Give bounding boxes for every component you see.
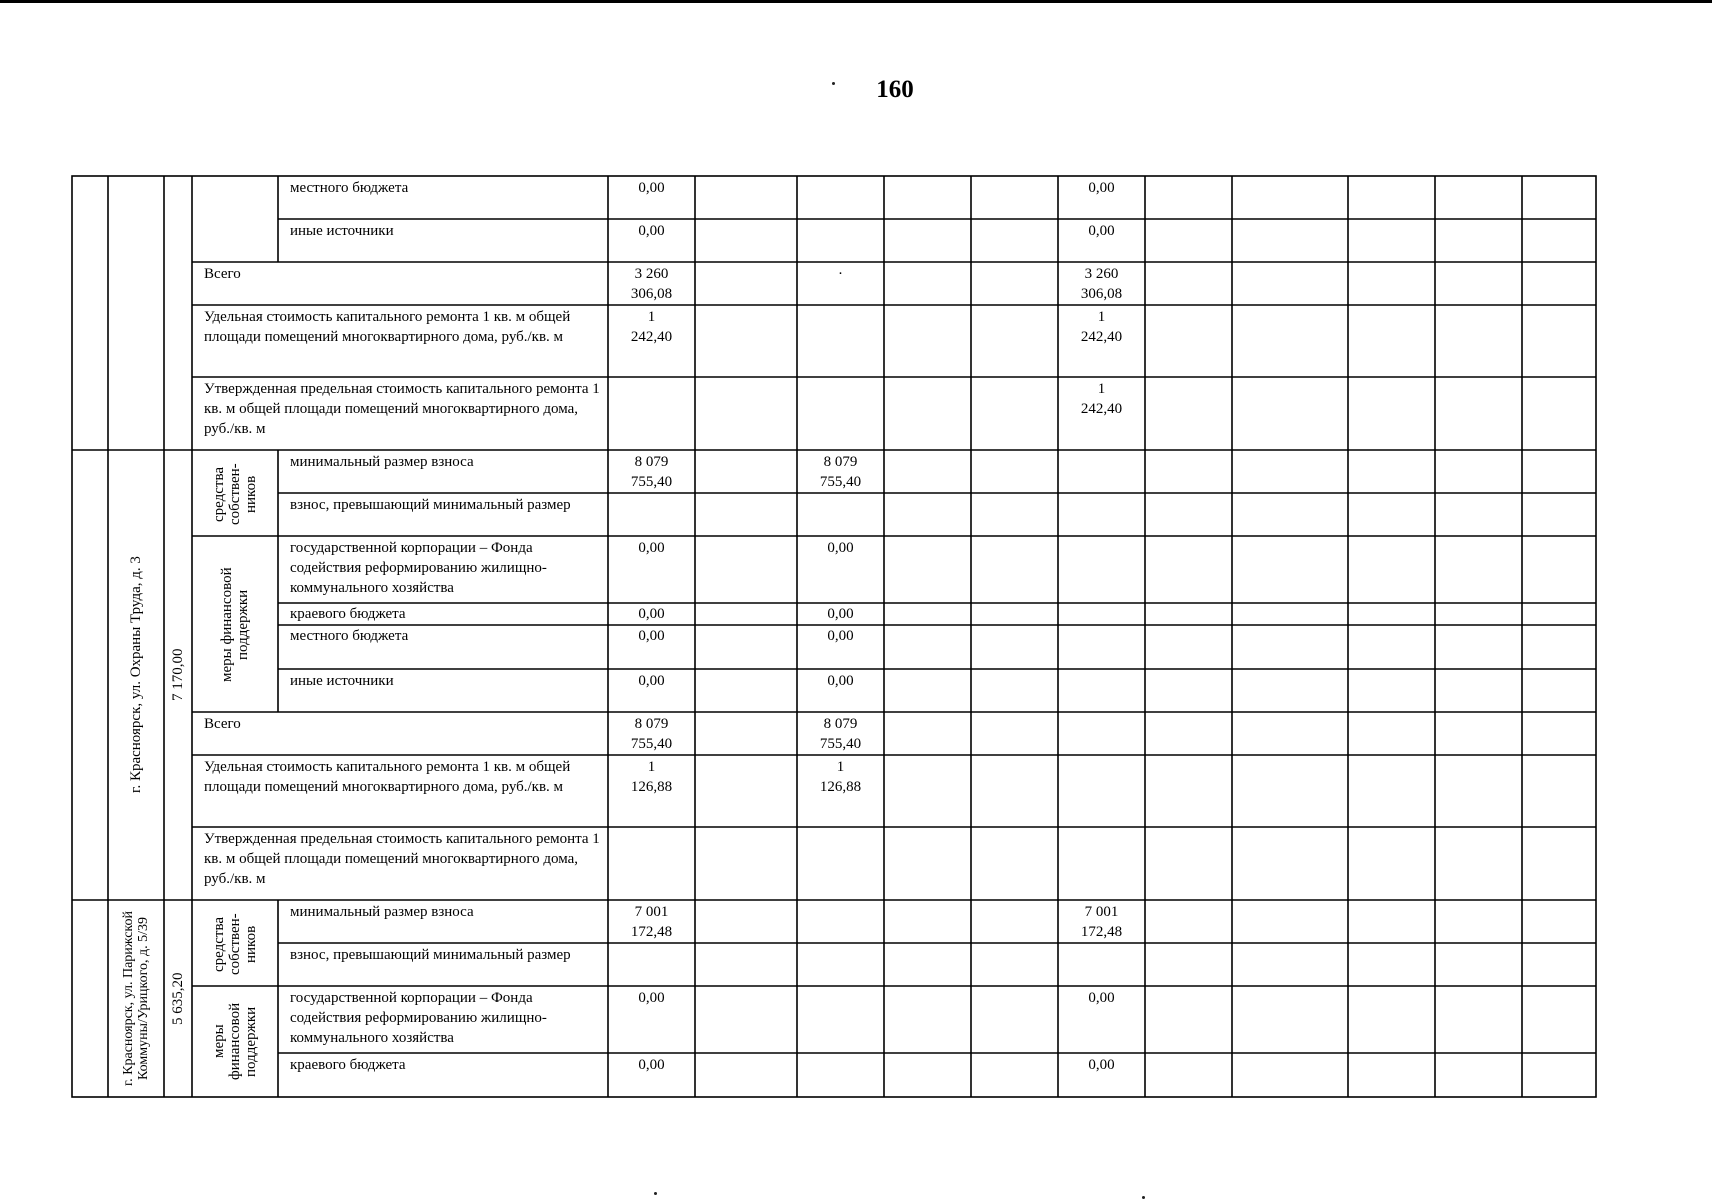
s2-limit-label: Утвержденная предельная стоимость капитального ремонта 1 кв. м общей площади помещений многоквартирного дома, руб./кв. м	[204, 831, 600, 887]
s2-min-fee-c1: 8 079 755,40	[630, 454, 673, 490]
s1-total-label: Всего	[204, 266, 241, 282]
scan-speck	[654, 1192, 657, 1195]
s3-owners-group: средства собствен- ников	[211, 913, 259, 975]
s2-total-label: Всего	[204, 716, 241, 732]
s1-unit-cost-c1: 1 242,40	[630, 309, 673, 345]
s2-total-c1: 8 079 755,40	[630, 716, 673, 752]
s1-limit-label: Утвержденная предельная стоимость капитального ремонта 1 кв. м общей площади помещений многоквартирного дома, руб./кв. м	[204, 381, 600, 437]
s1-other-c1: 0,00	[638, 223, 665, 239]
s2-other-c2: 0,00	[827, 673, 854, 689]
s2-address: г. Красноярск, ул. Охраны Труда, д. 3	[128, 556, 144, 794]
s2-other-c1: 0,00	[638, 673, 665, 689]
s2-support-group: меры финансовой поддержки	[219, 567, 251, 683]
s2-other-label: иные источники	[290, 673, 394, 689]
s1-local-budget-c1: 0,00	[638, 180, 665, 196]
s2-total-c2: 8 079 755,40	[819, 716, 862, 752]
s3-area: 5 635,20	[170, 972, 186, 1025]
s3-fund-c4: 0,00	[1088, 990, 1115, 1006]
s2-unit-cost-c1: 1 126,88	[630, 759, 673, 795]
s3-fund-label: государственной корпорации – Фонда содействия реформированию жилищно-коммунального хозяйства	[290, 990, 547, 1046]
s1-total-c4: 3 260 306,08	[1080, 266, 1123, 302]
s1-limit-c4: 1 242,40	[1080, 381, 1123, 417]
s2-area: 7 170,00	[170, 648, 186, 702]
s2-local-c1: 0,00	[638, 628, 665, 644]
s2-regional-label: краевого бюджета	[290, 606, 406, 622]
s1-unit-cost-c4: 1 242,40	[1080, 309, 1123, 345]
scan-speck	[1142, 1196, 1145, 1199]
s1-total-c1: 3 260 306,08	[630, 266, 673, 302]
s3-regional-c1: 0,00	[638, 1057, 665, 1073]
s2-owners-group: средства собствен- ников	[211, 463, 259, 525]
s3-min-fee-label: минимальный размер взноса	[290, 904, 474, 920]
s2-min-fee-c2: 8 079 755,40	[819, 454, 862, 490]
s1-unit-cost-label: Удельная стоимость капитального ремонта 1 кв. м общей площади помещений многоквартирного дома, руб./кв. м	[204, 309, 571, 345]
s2-local-label: местного бюджета	[290, 628, 409, 644]
s1-local-budget-label: местного бюджета	[290, 180, 409, 196]
s1-total-c2-mark: ·	[838, 266, 843, 282]
s3-min-fee-c1: 7 001 172,48	[630, 904, 673, 940]
s1-local-budget-c4: 0,00	[1088, 180, 1115, 196]
s2-local-c2: 0,00	[827, 628, 854, 644]
s2-excess-fee-label: взнос, превышающий минимальный размер	[290, 497, 571, 513]
s2-min-fee-label: минимальный размер взноса	[290, 454, 474, 470]
s2-fund-label: государственной корпорации – Фонда содействия реформированию жилищно-коммунального хозяйства	[290, 540, 547, 596]
s2-unit-cost-label: Удельная стоимость капитального ремонта 1 кв. м общей площади помещений многоквартирного дома, руб./кв. м	[204, 759, 571, 795]
s3-support-group: меры финансовой поддержки	[211, 1002, 259, 1081]
s2-unit-cost-c2: 1 126,88	[819, 759, 862, 795]
s1-other-c4: 0,00	[1088, 223, 1115, 239]
s3-min-fee-c4: 7 001 172,48	[1080, 904, 1123, 940]
s1-other-label: иные источники	[290, 223, 394, 239]
s2-fund-c2: 0,00	[827, 540, 854, 556]
page-number: 160	[876, 76, 914, 103]
s3-regional-label: краевого бюджета	[290, 1057, 406, 1073]
s3-regional-c4: 0,00	[1088, 1057, 1115, 1073]
s2-regional-c2: 0,00	[827, 606, 854, 622]
scan-speck	[832, 82, 835, 85]
s2-fund-c1: 0,00	[638, 540, 665, 556]
s3-excess-fee-label: взнос, превышающий минимальный размер	[290, 947, 571, 963]
s3-address: г. Красноярск, ул. Парижской Коммуны/Урицкого, д. 5/39	[121, 911, 151, 1087]
s2-regional-c1: 0,00	[638, 606, 665, 622]
s3-fund-c1: 0,00	[638, 990, 665, 1006]
